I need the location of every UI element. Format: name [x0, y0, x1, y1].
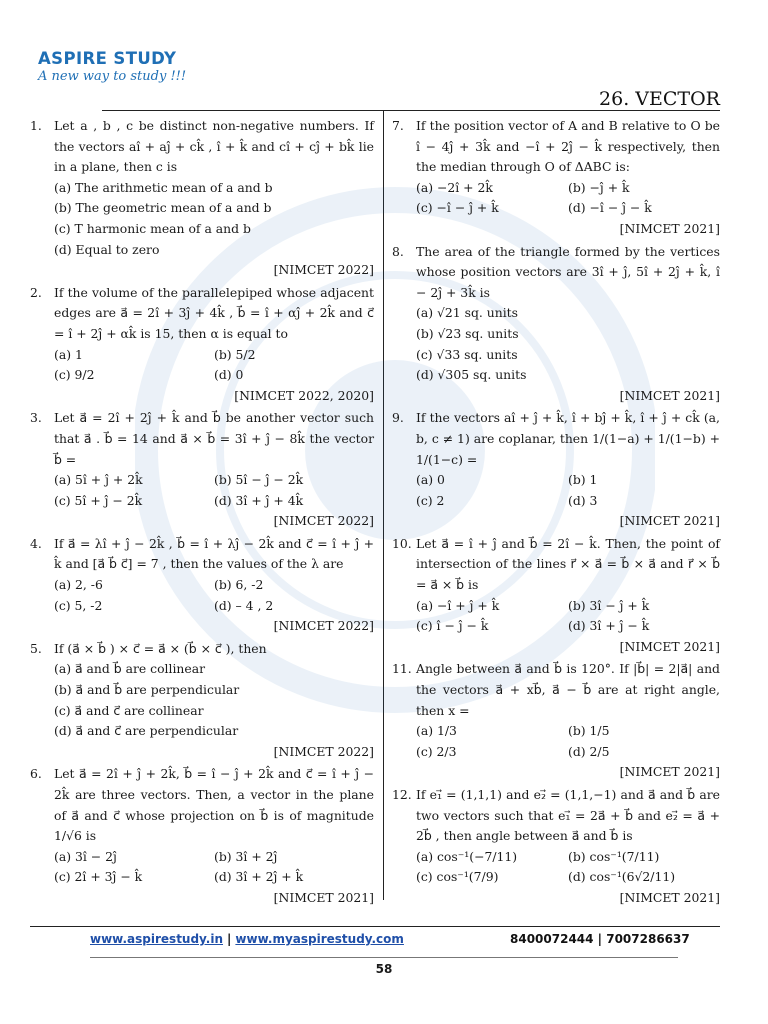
question-10	[392, 534, 720, 658]
option-a: (a) −î + ĵ + k̂	[416, 597, 500, 613]
page-number: 58	[375, 962, 393, 976]
question-stem: Let a⃗ = 2î + 2ĵ + k̂ and b⃗ be another vector such that a⃗ . b⃗ = 14 and a⃗ × b⃗ = 3î + ĵ − 8k̂ the vector b⃗ =	[54, 410, 374, 467]
footer-links	[90, 932, 404, 946]
question-number: 3.	[30, 410, 42, 426]
question-number: 6.	[30, 766, 42, 782]
question-number: 8.	[392, 243, 404, 259]
option-d: (d) a⃗ and c⃗ are perpendicular	[54, 723, 239, 739]
option-b: (b) a⃗ and b⃗ are perpendicular	[54, 682, 240, 698]
option-b: (b) The geometric mean of a and b	[54, 200, 272, 216]
options-grid	[54, 575, 374, 616]
question-number: 1.	[30, 118, 42, 133]
options-grid	[416, 596, 720, 637]
option-a: (a) 2, -6	[54, 577, 103, 593]
option-d: (d) – 4 , 2	[214, 597, 274, 613]
source-tag: [NIMCET 2021]	[273, 889, 374, 905]
options-grid	[54, 470, 374, 511]
option-d: (d) √305 sq. units	[416, 367, 527, 383]
option-d: (d) 3î + ĵ + 4k̂	[214, 492, 304, 508]
footer-separator: |	[227, 932, 232, 946]
option-a: (a) 0	[416, 472, 445, 488]
question-11	[392, 659, 720, 783]
question-number: 5.	[30, 640, 42, 656]
options-grid	[416, 721, 720, 762]
contact-phones: 8400072444 | 7007286637	[510, 932, 690, 946]
option-c: (c) 2î + 3ĵ − k̂	[54, 869, 143, 885]
option-b: (b) 5/2	[214, 346, 256, 362]
option-c: (c) 5, -2	[54, 597, 103, 613]
question-number: 11.	[392, 661, 412, 677]
option-c: (c) 2/3	[416, 743, 457, 759]
option-b: (b) −ĵ + k̂	[568, 179, 630, 195]
options-grid	[416, 847, 720, 888]
options-grid	[416, 470, 720, 511]
option-d: (d) Equal to zero	[54, 241, 160, 257]
header-rule	[102, 110, 720, 111]
question-stem: If e₁⃗ = (1,1,1) and e₂⃗ = (1,1,−1) and a⃗ and b⃗ are two vectors such that e₁⃗ = 2a⃗ + b⃗ and e₂⃗ = a⃗ + 2b⃗ , then angle between a⃗ and b⃗ is	[416, 787, 720, 844]
option-b: (b) √23 sq. units	[416, 325, 519, 341]
question-number: 9.	[392, 410, 404, 426]
options-list	[416, 303, 720, 385]
options-grid	[54, 847, 374, 888]
option-c: (c) 2	[416, 492, 445, 508]
option-d: (d) 3	[568, 492, 598, 508]
source-tag: [NIMCET 2022]	[273, 262, 374, 278]
option-c: (c) cos⁻¹(7/9)	[416, 869, 499, 885]
source-tag: [NIMCET 2021]	[619, 220, 720, 236]
option-c: (c) T harmonic mean of a and b	[54, 220, 251, 236]
source-tag: [NIMCET 2021]	[619, 638, 720, 654]
option-a: (a) 5î + ĵ + 2k̂	[54, 472, 143, 488]
source-tag: [NIMCET 2021]	[619, 513, 720, 529]
question-3	[30, 408, 374, 532]
option-a: (a) The arithmetic mean of a and b	[54, 179, 273, 195]
footer-rule	[30, 926, 720, 927]
source-tag: [NIMCET 2022]	[273, 618, 374, 634]
option-a: (a) a⃗ and b⃗ are collinear	[54, 661, 206, 677]
question-number: 12.	[392, 787, 412, 802]
source-tag: [NIMCET 2022]	[273, 513, 374, 529]
option-b: (b) cos⁻¹(7/11)	[568, 848, 660, 864]
question-number: 7.	[392, 118, 404, 133]
brand-block	[38, 49, 186, 84]
question-2	[30, 283, 374, 407]
question-stem: If the vectors aî + ĵ + k̂, î + bĵ + k̂, î + ĵ + ck̂ (a, b, c ≠ 1) are coplanar, then 1/(1−a) + 1/(1−b) + 1/(1−c) =	[416, 410, 720, 467]
question-stem: Let a⃗ = î + ĵ and b⃗ = 2î − k̂. Then, the point of intersection of the lines r⃗ × a⃗ = b⃗ × a⃗ and r⃗ × b⃗ = a⃗ × b⃗ is	[416, 535, 720, 593]
option-a: (a) cos⁻¹(−7/11)	[416, 848, 518, 864]
question-stem: The area of the triangle formed by the vertices whose position vectors are 3î + ĵ, 5î + 2ĵ + k̂, î − 2ĵ + 3k̂ is	[416, 243, 720, 300]
option-a: (a) 1/3	[416, 723, 457, 739]
option-c: (c) √33 sq. units	[416, 346, 518, 362]
option-d: (d) 3î + 2ĵ + k̂	[214, 869, 304, 885]
question-12	[392, 785, 720, 909]
options-grid	[54, 345, 374, 386]
question-1	[30, 116, 374, 281]
option-b: (b) 6, -2	[214, 577, 264, 593]
option-b: (b) 1/5	[568, 723, 610, 739]
question-number: 10.	[392, 535, 412, 551]
question-4	[30, 534, 374, 637]
brand-tagline: A new way to study !!!	[38, 69, 187, 84]
question-5	[30, 639, 374, 763]
question-stem: If the position vector of A and B relative to O be î − 4ĵ + 3k̂ and −î + 2ĵ − k̂ respectively, then the median through O of ΔABC is:	[416, 118, 720, 175]
question-stem: Let a⃗ = 2î + ĵ + 2k̂, b⃗ = î − ĵ + 2k̂ and c⃗ = î + ĵ − 2k̂ are three vectors. Then, a vector in the plane of a⃗ and c⃗ whose projection on b⃗ is of magnitude 1/√6 is	[54, 766, 374, 844]
question-stem: Angle between a⃗ and b⃗ is 120°. If |b⃗| = 2|a⃗| and the vectors a⃗ + xb⃗, a⃗ − b⃗ are at right angle, then x =	[416, 661, 720, 718]
option-c: (c) 5î + ĵ − 2k̂	[54, 492, 143, 508]
question-number: 2.	[30, 284, 42, 300]
source-tag: [NIMCET 2021]	[619, 387, 720, 403]
source-tag: [NIMCET 2021]	[619, 764, 720, 780]
option-d: (d) 0	[214, 367, 244, 383]
option-b: (b) 3î + 2ĵ	[214, 848, 278, 864]
option-b: (b) 1	[568, 472, 598, 488]
option-c: (c) a⃗ and c⃗ are collinear	[54, 702, 204, 718]
question-9	[392, 408, 720, 532]
chapter-title: 26. VECTOR	[599, 88, 720, 110]
option-c: (c) −î − ĵ + k̂	[416, 200, 499, 216]
question-7	[392, 116, 720, 240]
option-d: (d) 2/5	[568, 743, 610, 759]
left-column	[30, 116, 374, 911]
option-c: (c) 9/2	[54, 367, 95, 383]
source-tag: [NIMCET 2021]	[619, 889, 720, 905]
option-a: (a) √21 sq. units	[416, 305, 519, 321]
options-list	[54, 659, 374, 741]
website-link-myaspirestudy[interactable]: www.myaspirestudy.com	[235, 932, 404, 946]
website-link-aspirestudy[interactable]: www.aspirestudy.in	[90, 932, 223, 946]
source-tag: [NIMCET 2022, 2020]	[234, 387, 374, 403]
option-a: (a) 3î − 2ĵ	[54, 848, 117, 864]
option-d: (d) cos⁻¹(6√2/11)	[568, 869, 676, 885]
question-stem: If a⃗ = λî + ĵ − 2k̂ , b⃗ = î + λĵ − 2k̂ and c⃗ = î + ĵ + k̂ and [a⃗ b⃗ c⃗] = 7 , then the values of the λ are	[54, 535, 374, 572]
option-b: (b) 5î − ĵ − 2k̂	[214, 472, 304, 488]
brand-name: ASPIRE STUDY	[38, 49, 177, 68]
question-stem: If the volume of the parallelepiped whose adjacent edges are a⃗ = 2î + 3ĵ + 4k̂ , b⃗ = î + αĵ + 2k̂ and c⃗ = î + 2ĵ + αk̂ is 15, then α is equal to	[54, 284, 374, 341]
options-grid	[416, 178, 720, 219]
option-a: (a) 1	[54, 346, 83, 362]
column-divider	[383, 110, 384, 900]
source-tag: [NIMCET 2022]	[273, 743, 374, 759]
question-8	[392, 242, 720, 407]
right-column	[392, 116, 720, 911]
question-stem: Let a , b , c be distinct non-negative numbers. If the vectors aî + aĵ + ck̂ , î + k̂ and cî + cĵ + bk̂ lie in a plane, then c is	[54, 118, 374, 175]
option-d: (d) 3î + ĵ − k̂	[568, 618, 650, 634]
question-6	[30, 764, 374, 908]
options-list	[54, 178, 374, 260]
option-a: (a) −2î + 2k̂	[416, 179, 493, 195]
footer-rule-secondary	[90, 957, 678, 958]
option-d: (d) −î − ĵ − k̂	[568, 200, 652, 216]
question-stem: If (a⃗ × b⃗ ) × c⃗ = a⃗ × (b⃗ × c⃗ ), then	[54, 640, 267, 656]
option-c: (c) î − ĵ − k̂	[416, 618, 489, 634]
option-b: (b) 3î − ĵ + k̂	[568, 597, 650, 613]
question-number: 4.	[30, 535, 42, 551]
